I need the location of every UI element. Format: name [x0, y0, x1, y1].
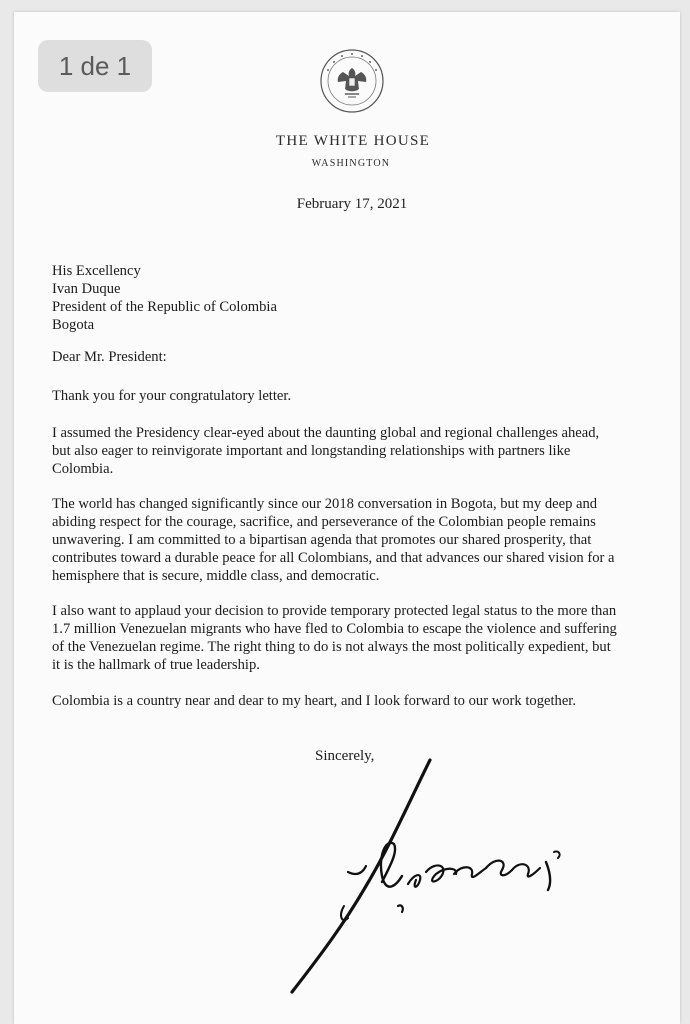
recipient-line: President of the Republic of Colombia	[52, 299, 277, 315]
body-paragraph-1	[52, 387, 622, 405]
recipient-line: Bogota	[52, 317, 95, 333]
body-line: I also want to applaud your decision to provide temporary protected legal status to the more than	[52, 603, 617, 619]
handwritten-signature-icon	[286, 756, 586, 996]
recipient-address	[52, 262, 622, 334]
organization-name: THE WHITE HOUSE	[275, 133, 431, 149]
body-line: of the Venezuelan regime. The right thing to do is not always the most politically expedient, but	[52, 639, 611, 655]
body-line: but also eager to reinvigorate important and longstanding relationships with partners like	[52, 443, 571, 459]
body-line: hemisphere that is secure, middle class, and democratic.	[52, 568, 380, 584]
body-line: 1.7 million Venezuelan migrants who have fled to Colombia to escape the violence and suffering	[52, 621, 617, 637]
recipient-line: His Excellency	[52, 263, 141, 279]
recipient-line: Ivan Duque	[52, 281, 121, 297]
body-paragraph-3	[52, 495, 622, 585]
body-paragraph-5	[52, 692, 622, 710]
body-paragraph-2	[52, 424, 622, 478]
body-paragraph-4	[52, 602, 622, 674]
body-line: abiding respect for the courage, sacrifice, and perseverance of the Colombian people remains	[52, 514, 596, 530]
body-line: Thank you for your congratulatory letter.	[52, 388, 292, 404]
body-line: it is the hallmark of true leadership.	[52, 657, 260, 673]
closing: Sincerely,	[315, 748, 375, 764]
body-line: Colombia is a country near and dear to my heart, and I look forward to our work together.	[52, 693, 577, 709]
presidential-seal-icon	[319, 48, 385, 114]
organization-city: WASHINGTON	[311, 158, 391, 169]
salutation: Dear Mr. President:	[52, 349, 167, 365]
body-line: The world has changed significantly since our 2018 conversation in Bogota, but my deep and	[52, 496, 598, 512]
body-line: Colombia.	[52, 461, 114, 477]
body-line: contributes toward a durable peace for all Colombians, and that advances our shared vision for a	[52, 550, 615, 566]
page-indicator: 1 de 1	[38, 40, 152, 92]
body-line: I assumed the Presidency clear-eyed about the daunting global and regional challenges ahead,	[52, 425, 600, 441]
body-line: unwavering. I am committed to a bipartisan agenda that promotes our shared prosperity, that	[52, 532, 592, 548]
letter-date: February 17, 2021	[296, 196, 408, 212]
